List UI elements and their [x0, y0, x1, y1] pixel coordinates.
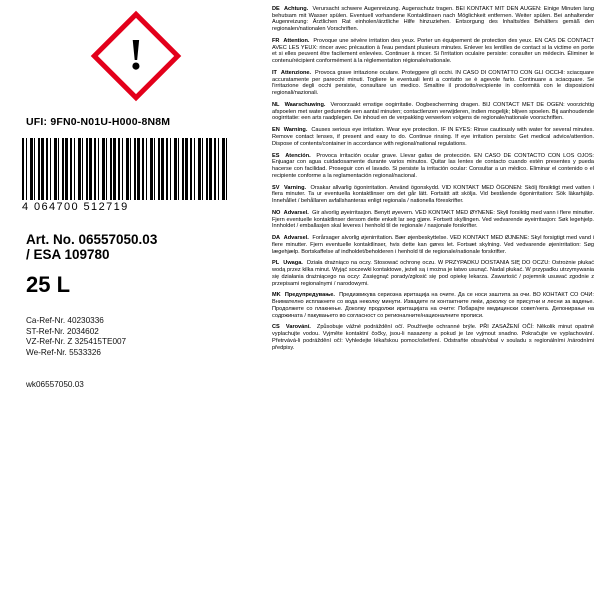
hazard-text: Provoque une sévère irritation des yeux. Porter un équipement de protection des yeux. EN CAS DE CONTACT AVEC LES YEUX: rincer avec précaution à l'eau pendant plusieurs minutes. Enlever les lentilles de contact si la victime en porte et si elles peuvent être facilement enlevées. Continuer à rincer. Si l'irritation oculaire persiste: consulter un médecin. Éliminer le contenu/récipient conformément à la réglementation régionale/nationale.	[272, 38, 595, 65]
language-code: ES	[272, 152, 280, 159]
signal-word: Предупредување.	[284, 292, 335, 299]
label-left-column	[0, 0, 272, 600]
volume-value: 25 L	[26, 272, 71, 297]
language-code: EN	[272, 127, 280, 134]
language-code: DA	[272, 235, 281, 242]
article-number-line-2: / ESA 109780	[26, 247, 110, 262]
language-block-pl	[272, 260, 594, 287]
hazard-text: Causes serious eye irritation. Wear eye protection. IF IN EYES: Rinse cautiously with water for several minutes. Remove contact lenses, if present and easy to do. Continue rinsing. If eye irritation persists: Get medical advice/attention. Dispose of contents/container in accordance with regional/national regulations.	[272, 127, 594, 147]
reference-line: We-Ref-Nr. 5533326	[26, 347, 101, 357]
wk-code: wk06557050.03	[26, 380, 84, 389]
exclamation-mark-icon: !	[128, 30, 144, 79]
language-code: DE	[272, 6, 280, 12]
reference-line: Ca-Ref-Nr. 40230336	[26, 316, 104, 325]
hazard-text: Provoca grave irritazione oculare. Proteggere gli occhi. IN CASO DI CONTATTO CON GLI OCCHI: sciacquare accuratamente per parecchi minuti. Togliere le eventuali lenti a contatto se è agevole farlo. Continuare a sciacquare. Se l'irritazione degli occhi persiste, consultare un medico. Smaltire il prodotto/recipiente in conformità con le disposizioni regionali/nazionali.	[272, 70, 594, 97]
signal-word: Advarsel.	[283, 209, 309, 216]
signal-word: Waarschuwing.	[284, 102, 326, 108]
language-code: SV	[272, 184, 280, 191]
ufi-code: UFI: 9FN0-N01U-H000-8N8M	[26, 116, 171, 128]
language-block-es	[272, 153, 594, 180]
hazard-text: Veroorzaakt ernstige oogirritatie. Oogbescherming dragen. BIJ CONTACT MET DE OGEN: voorzichtig afspoelen met water gedurende een aantal minuten; contactlenzen verwijderen, indien mogelijk; blijven spoelen. Bij aanhoudende oogirritatie: een arts raadplegen. De inhoud en de verpakking verwerken volgens de regionale/nationale voorschriften.	[272, 102, 594, 122]
language-code: NL	[272, 102, 280, 108]
article-number	[26, 232, 157, 262]
language-block-sv	[272, 185, 594, 205]
barcode-digits: 4 064700 512719	[22, 201, 129, 213]
language-block-da	[272, 235, 594, 255]
language-code: PL	[272, 260, 280, 267]
reference-line: ST-Ref-Nr. 2034602	[26, 326, 99, 336]
language-block-no	[272, 210, 594, 230]
barcode-bars	[22, 138, 228, 200]
hazard-text: Działa drażniąco na oczy. Stosować ochronę oczu. W PRZYPADKU DOSTANIA SIĘ DO OCZU: Ostrożnie płukać wodą przez kilka minut. Wyjąć soczewki kontaktowe, jeżeli są i można je łatwo usunąć. Nadal płukać. W przypadku utrzymywania się działania drażniącego na oczy: Zasięgnąć porady/zgłosić się pod opiekę lekarza. Zawartość / pojemnik usuwać zgodnie z przepisami regionalnymi / narodowymi.	[272, 260, 595, 287]
signal-word: Achtung.	[284, 6, 309, 12]
hazard-text: Způsobuje vážné podráždění očí. Používejte ochranné brýle. PŘI ZASAŽENÍ OČÍ: Několik minut opatrně vyplachujte vodou. Vyjměte kontaktní čočky, jsou-li nasazeny a pokud je lze vyjmout snadno. Pokračujte ve vyplachování. Přetrvává-li podráždění očí: Vyhledejte lékařskou pomoc/ošetření. Odstraňte obsah/obal v souladu s regionálními /národními předpisy.	[272, 324, 594, 351]
signal-word: Uwaga.	[283, 260, 303, 267]
language-block-nl	[272, 102, 594, 122]
reference-numbers	[26, 316, 126, 358]
signal-word: Attenzione.	[280, 70, 312, 76]
signal-word: Advarsel.	[283, 235, 309, 242]
hazard-text: Forårsager alvorlig øjenirritation. Bær øjenbeskyttelse. VED KONTAKT MED ØJNENE: Skyl forsigtigt med vand i flere minutter. Fjern eventuelle kontaktlinser, hvis dette kan gøres let. Fortsæt skylning. Ved vedvarende øjenirritation: Søg lægehjælp. Bortskaffelse af indholdet/beholderen i henhold til de regionale/nationale forskrifter.	[272, 235, 594, 255]
hazard-text: Предизвикува сериозна иритација на очите. Да се носи заштита за очи. ВО КОНТАКТ СО ОЧИ: Внимателно исплакнете со вода неколку минути. Извадете ги контактните леќи, доколку се присутни и лесни за вадење. Продолжете со плакнење. Доколку продолжи иритацијата на очите: Побарајте медицински совет/нега. Депонирање на содржината / пакувањето во согласност со регионалните/националните прописи.	[272, 292, 594, 319]
language-block-it	[272, 70, 594, 97]
language-block-cs	[272, 324, 594, 351]
language-block-de	[272, 6, 594, 33]
language-code: IT	[272, 70, 277, 76]
signal-word: Warning.	[283, 127, 308, 134]
language-code: CS	[272, 324, 280, 331]
signal-word: Varování.	[285, 324, 311, 331]
signal-word: Varning.	[283, 184, 307, 191]
hazard-text: Provoca irritación ocular grave. Llevar gafas de protección. EN CASO DE CONTACTO CON LOS OJOS: Enjuagar con agua cuidadosamente durante varios minutos. Quitar las lentes de contacto cuando estén presentes y pueda hacerse con facilidad. Proseguir con el lavado. Si persiste la irritación ocular: Consultar a un médico. Eliminar el contenido o el recipiente conforme a la reglamentación regional/nacional.	[272, 152, 594, 179]
label-right-column	[272, 6, 598, 600]
language-block-mk	[272, 292, 594, 319]
language-block-fr	[272, 38, 594, 65]
barcode	[22, 138, 228, 213]
language-code: NO	[272, 209, 281, 216]
reference-line: VZ-Ref-Nr. Z 325415TE007	[26, 337, 127, 346]
hazard-text: Orsakar allvarlig ögonirritation. Använd ögonskydd. VID KONTAKT MED ÖGONEN: Skölj försiktigt med vatten i flera minuter. Ta ur eventuella kontaktlinser om det går lätt. Fortsätt att skölja. Vid bestående ögonirritation: Sök läkarhjälp. Innehållet / behållaren avfallshanteras enligt regionala / nationella föreskrifter.	[272, 184, 595, 204]
language-block-en	[272, 127, 594, 147]
language-code: MK	[272, 292, 281, 299]
signal-word: Atención.	[285, 152, 311, 159]
hazard-text: Verursacht schwere Augenreizung. Augenschutz tragen. BEI KONTAKT MIT DEN AUGEN: Einige Minuten lang behutsam mit Wasser spülen. Eventuell vorhandene Kontaktlinsen nach Möglichkeit entfernen. Weiter spülen. Bei anhaltender Augenreizung: Ärztlichen Rat einholen/ärztliche Hilfe hinzuziehen. Entsorgung des Inhalts/des Behälters gemäß den regionalen/nationalen Vorschriften.	[272, 6, 594, 33]
ghs07-exclamation-pictogram	[88, 8, 184, 104]
hazard-text: Gir alvorlig øyeirritasjon. Benytt øyevern. VED KONTAKT MED ØYNENE: Skyll forsiktig med vann i flere minutter. Fjern eventuelle kontaktlinser dersom dette enkelt lar seg gjøre. Fortsett skyllingen. Ved vedvarende øyeirritasjon: Søk legehjelp. Innholdet / emballasjen skal leveres i henhold til de regionale / nasjonale forskrifter.	[272, 209, 595, 230]
article-number-line-1: Art. No. 06557050.03	[26, 232, 158, 247]
language-code: FR	[272, 38, 280, 44]
signal-word: Attention.	[283, 38, 310, 44]
